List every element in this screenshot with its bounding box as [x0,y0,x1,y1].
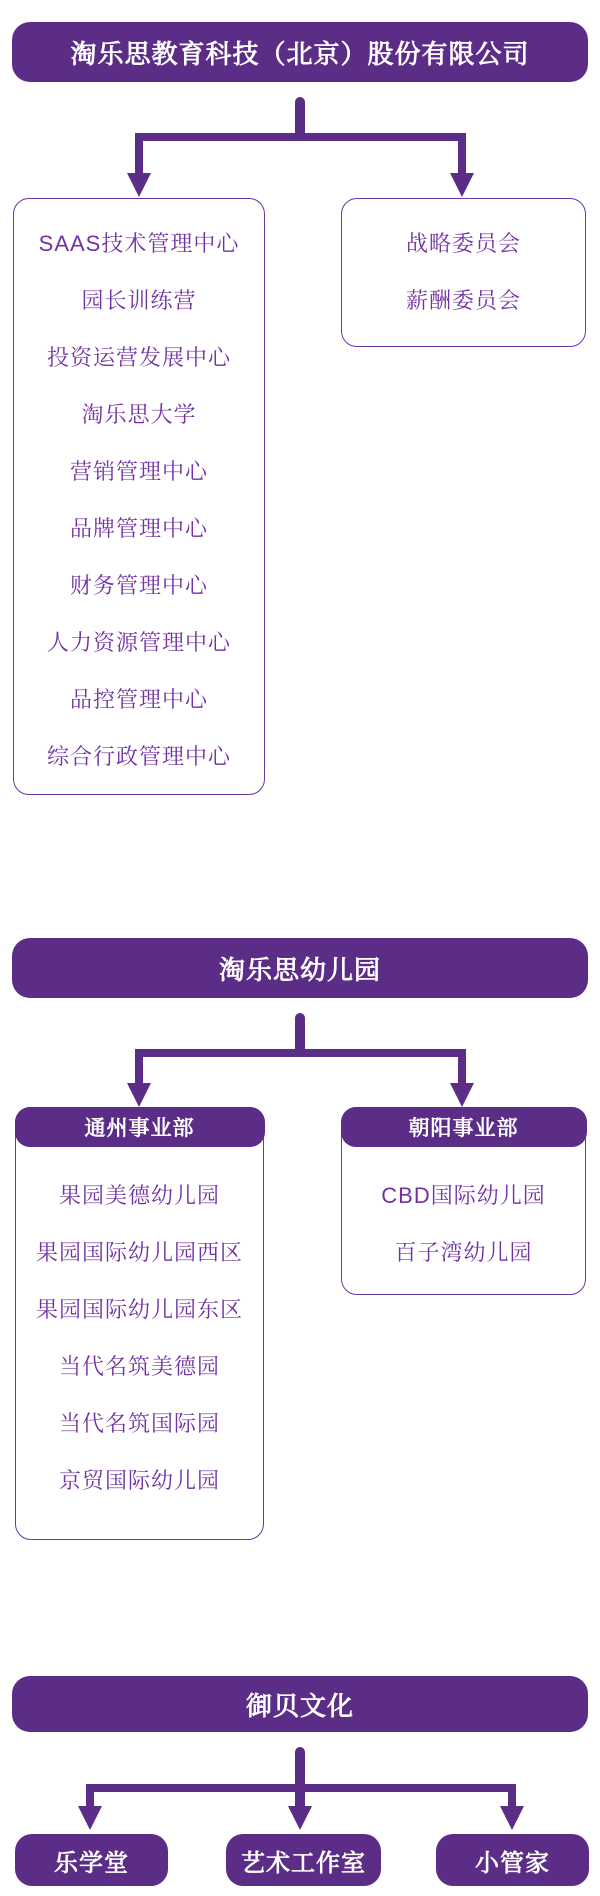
arrow-down-icon [127,1083,151,1107]
tongzhou-division-box [15,1107,264,1540]
committees-list [342,199,585,328]
department-item: 园长训练营 [81,288,197,313]
department-item: 综合行政管理中心 [46,744,231,769]
committee-item: 战略委员会 [405,231,521,256]
culture-unit-pill: 艺术工作室 [226,1834,381,1886]
committees-box [341,198,586,347]
department-item: SAAS技术管理中心 [38,231,240,256]
culture-unit-pill: 小管家 [436,1834,589,1886]
garden-item: 当代名筑国际园 [58,1411,220,1436]
garden-item: 果园国际幼儿园西区 [35,1240,243,1265]
arrow-down-icon [450,1083,474,1107]
department-item: 品牌管理中心 [69,516,208,541]
departments-box [13,198,265,795]
committee-item: 薪酬委员会 [405,288,521,313]
departments-list [14,199,264,784]
chaoyang-garden-list [342,1148,585,1280]
division-header: 朝阳事业部 [341,1107,587,1147]
department-item: 人力资源管理中心 [46,630,231,655]
culture-unit-pill: 乐学堂 [15,1834,168,1886]
department-item: 淘乐思大学 [81,402,197,427]
arrow-down-icon [450,173,474,197]
division-header: 通州事业部 [15,1107,265,1147]
connector-arm-left [135,137,143,175]
arrow-down-icon [288,1806,312,1830]
connector-horizontal-line [135,1049,466,1057]
arrow-down-icon [78,1806,102,1830]
tongzhou-garden-list [16,1148,263,1508]
department-item: 投资运营发展中心 [46,345,231,370]
garden-item: 京贸国际幼儿园 [58,1468,220,1493]
arrow-down-icon [500,1806,524,1830]
garden-item: 百子湾幼儿园 [394,1240,533,1265]
connector-arm-left [86,1788,94,1808]
department-item: 营销管理中心 [69,459,208,484]
connector-arm-right [458,1053,466,1085]
garden-item: CBD国际幼儿园 [381,1183,546,1208]
company-banner: 淘乐思教育科技（北京）股份有限公司 [12,22,588,82]
chaoyang-division-box [341,1107,586,1295]
department-item: 品控管理中心 [69,687,208,712]
connector-arm-right [458,137,466,175]
arrow-down-icon [127,173,151,197]
garden-item: 当代名筑美德园 [58,1354,220,1379]
connector-arm-right [508,1788,516,1808]
connector-arm-left [135,1053,143,1085]
garden-item: 果园美德幼儿园 [58,1183,220,1208]
garden-item: 果园国际幼儿园东区 [35,1297,243,1322]
connector-horizontal-line [135,133,466,141]
culture-banner: 御贝文化 [12,1676,588,1732]
department-item: 财务管理中心 [69,573,208,598]
kindergarten-banner: 淘乐思幼儿园 [12,938,588,998]
